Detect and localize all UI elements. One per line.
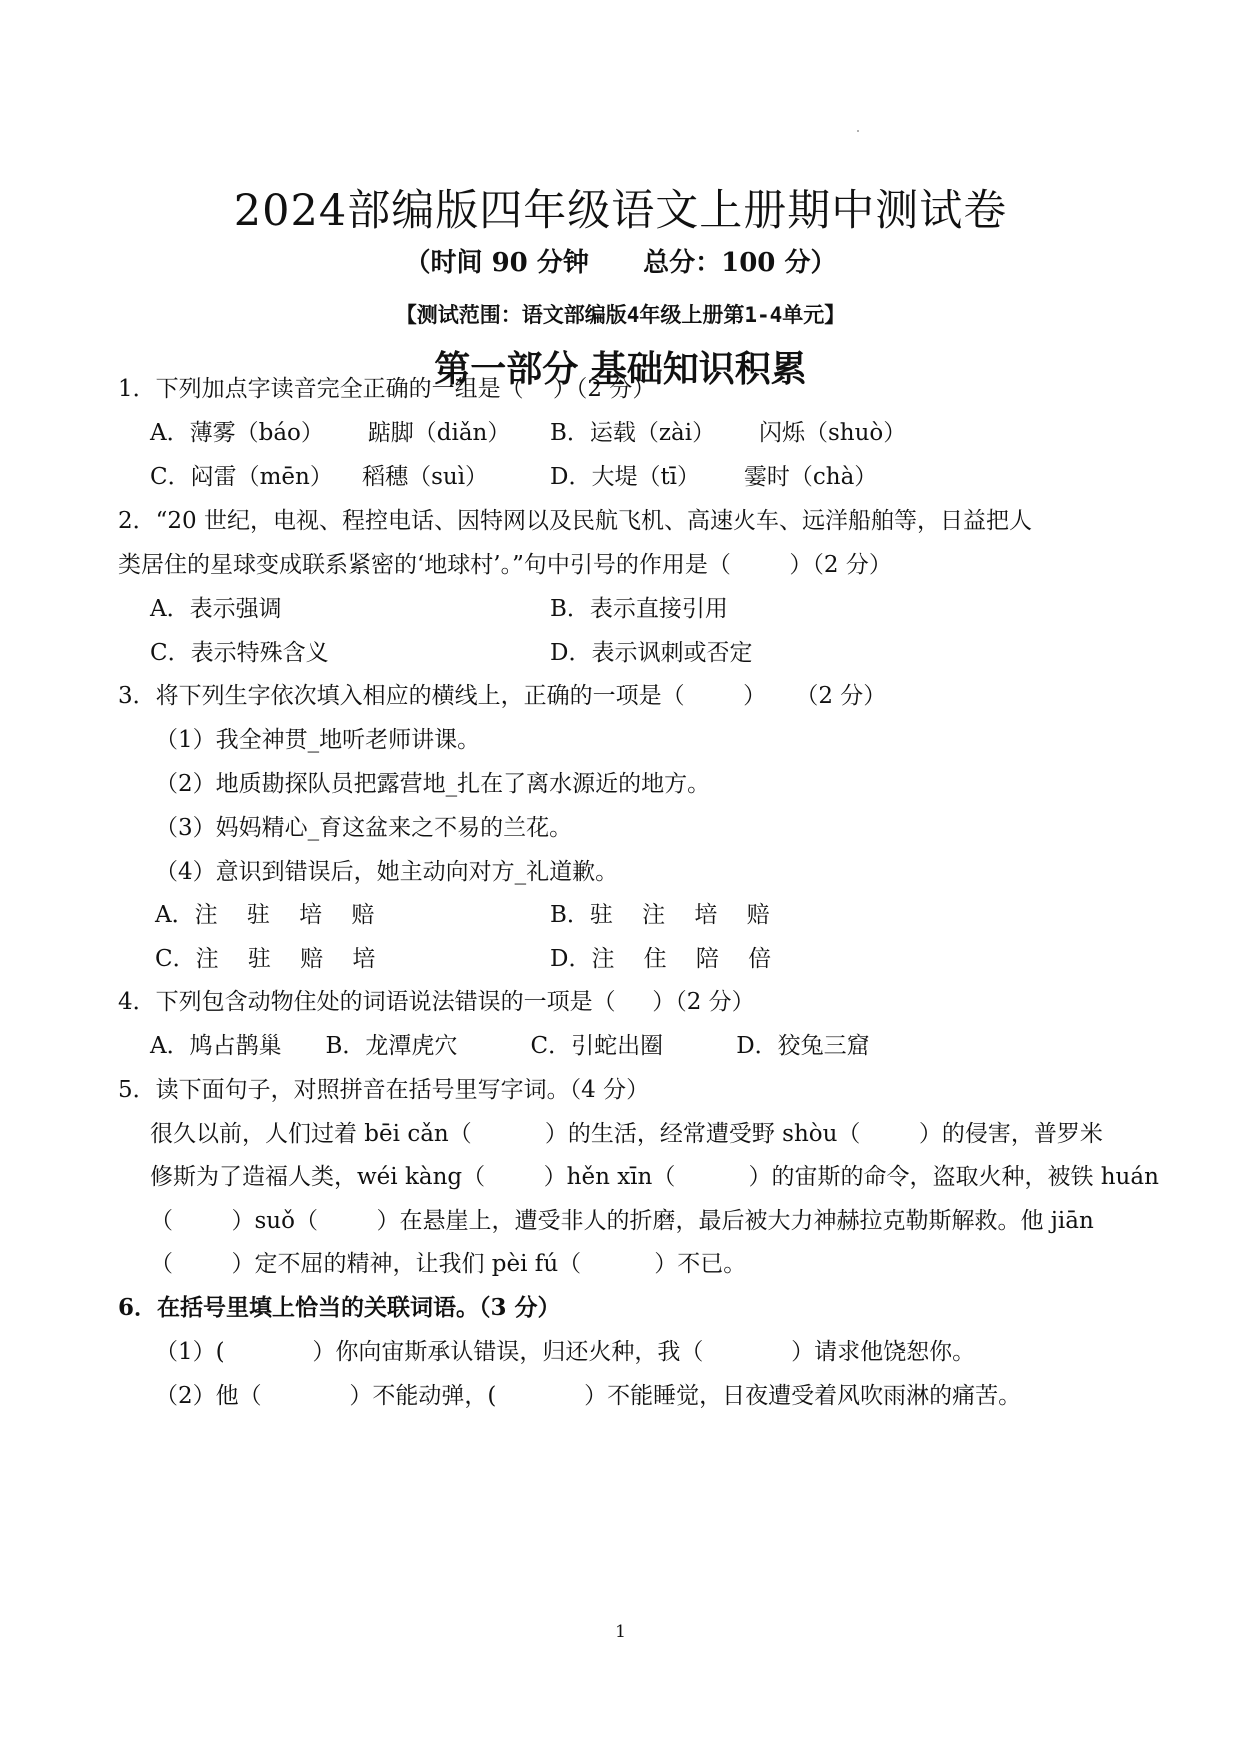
q1-stem: 1．下列加点字读音完全正确的一组是（ ）（2 分） xyxy=(118,376,656,402)
q2-option-d: D．表示讽刺或否定 xyxy=(550,640,753,666)
q4-stem: 4．下列包含动物住处的词语说法错误的一项是（ ）（2 分） xyxy=(118,989,755,1015)
q1-option-d: D．大堤（tī） 霎时（chà） xyxy=(550,464,878,490)
exam-subtitle: （时间 90 分钟 总分：100 分） xyxy=(404,248,837,278)
q6-sentence-1: （1）( ）你向宙斯承认错误，归还火种，我（ ）请求他饶恕你。 xyxy=(155,1339,976,1365)
q5-stem: 5．读下面句子，对照拼音在括号里写字词。（4 分） xyxy=(118,1077,650,1103)
q2-stem-line2: 类居住的星球变成联系紧密的‘地球村’。”句中引号的作用是（ ）（2 分） xyxy=(118,552,892,578)
exam-title: 2024部编版四年级语文上册期中测试卷 xyxy=(233,186,1008,236)
q6-sentence-2: （2）他（ ）不能动弹，( ）不能睡觉，日夜遭受着风吹雨淋的痛苦。 xyxy=(155,1383,1022,1409)
q3-sentence-1: （1）我全神贯_地听老师讲课。 xyxy=(155,727,481,753)
speck-mark xyxy=(857,130,859,132)
q5-passage-line3: （ ）suǒ（ ）在悬崖上，遭受非人的折磨，最后被大力神赫拉克勒斯解救。他 jiān xyxy=(150,1208,1094,1234)
q6-stem: 6．在括号里填上恰当的关联词语。（3 分） xyxy=(118,1294,561,1321)
page-number: 1 xyxy=(615,1622,626,1642)
q1-option-a: A．薄雾（báo） 踮脚（diǎn） xyxy=(150,420,511,446)
q2-option-a: A．表示强调 xyxy=(150,596,282,622)
q3-option-a: A．注 驻 培 赔 xyxy=(155,902,375,928)
q5-passage-line1: 很久以前，人们过着 bēi cǎn（ ）的生活，经常遭受野 shòu（ ）的侵害，普罗米 xyxy=(150,1121,1103,1147)
q5-passage-line2: 修斯为了造福人类，wéi kàng（ ）hěn xīn（ ）的宙斯的命令，盗取火种，被铁 huán xyxy=(150,1164,1159,1190)
q2-stem-line1: 2．“20 世纪，电视、程控电话、因特网以及民航飞机、高速火车、远洋船舶等，日益把人 xyxy=(118,508,1032,534)
q3-option-c: C．注 驻 赔 培 xyxy=(155,946,376,972)
q2-option-c: C．表示特殊含义 xyxy=(150,640,329,666)
q4-options: A．鸠占鹊巢 B．龙潭虎穴 C．引蛇出圈 D．狡兔三窟 xyxy=(150,1033,870,1059)
test-scope: 【测试范围：语文部编版4年级上册第1-4单元】 xyxy=(395,303,846,327)
q3-sentence-4: （4）意识到错误后，她主动向对方_礼道歉。 xyxy=(155,859,619,885)
q1-option-c: C．闷雷（mēn） 稻穗（suì） xyxy=(150,464,489,490)
q1-option-b: B．运载（zài） 闪烁（shuò） xyxy=(550,420,907,446)
q3-stem: 3．将下列生字依次填入相应的横线上，正确的一项是（ ） （2 分） xyxy=(118,683,887,709)
q3-option-d: D．注 住 陪 倍 xyxy=(550,946,772,972)
q2-option-b: B．表示直接引用 xyxy=(550,596,728,622)
q3-sentence-2: （2）地质勘探队员把露营地_扎在了离水源近的地方。 xyxy=(155,771,711,797)
section-heading: 第一部分 基础知识积累 xyxy=(434,349,807,390)
q3-sentence-3: （3）妈妈精心_育这盆来之不易的兰花。 xyxy=(155,815,573,841)
q3-option-b: B．驻 注 培 赔 xyxy=(550,902,770,928)
q5-passage-line4: （ ）定不屈的精神，让我们 pèi fú（ ）不已。 xyxy=(150,1251,747,1277)
